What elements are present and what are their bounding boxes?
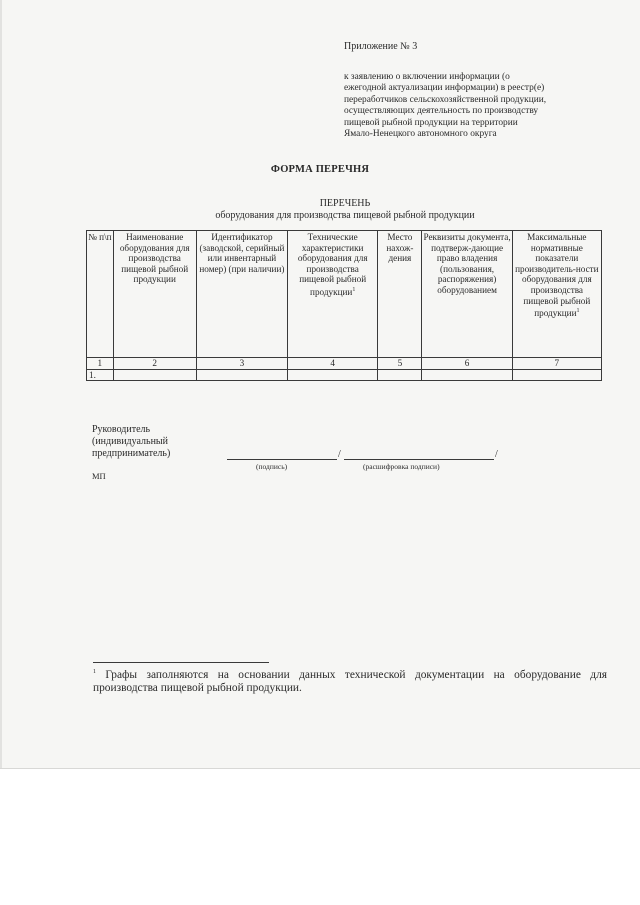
- footnote-mark: 1: [93, 669, 96, 675]
- column-number: 2: [113, 358, 196, 370]
- signatory-label-line: Руководитель: [92, 424, 151, 435]
- footnote: [93, 666, 607, 696]
- table-row: [87, 369, 602, 381]
- recipient-line: ежегодной актуализации информации) в реестр(е): [344, 83, 545, 94]
- signature-decode-field-line: [344, 459, 494, 460]
- column-number: 7: [512, 358, 601, 370]
- column-number: 3: [196, 358, 287, 370]
- table-cell: [196, 369, 287, 381]
- recipient-line: пищевой рыбной продукции на территории: [344, 117, 518, 128]
- column-header: [512, 231, 601, 358]
- column-header: Идентификатор (заводской, серийный или инвентарный номер) (при наличии): [196, 231, 287, 358]
- table-header-row: [87, 231, 602, 358]
- column-header: № п\п: [87, 231, 114, 358]
- footnote-ref: 1: [576, 308, 580, 315]
- signature-decode-caption: (расшифровка подписи): [363, 462, 440, 471]
- table-cell: [113, 369, 196, 381]
- footnote-ref: 1: [352, 286, 356, 293]
- table-cell-number: 1.: [87, 369, 114, 381]
- recipient-line: осуществляющих деятельность по производству: [344, 106, 539, 117]
- footnote-divider: [93, 662, 269, 663]
- appendix-label: Приложение № 3: [344, 41, 418, 52]
- recipient-line: Ямало-Ненецкого автономного округа: [344, 129, 497, 140]
- signature-field-line: [227, 459, 337, 460]
- signatory-label-line: (индивидуальный: [92, 436, 169, 447]
- column-number: 5: [378, 358, 422, 370]
- column-number: 6: [422, 358, 512, 370]
- column-header-text: Технические характеристики оборудования для производства пищевой рыбной продукции: [297, 232, 368, 298]
- list-title: [0, 198, 640, 222]
- appendix-recipient: [344, 72, 604, 140]
- signature-separator: /: [495, 449, 498, 460]
- list-title-heading: ПЕРЕЧЕНЬ: [319, 198, 371, 209]
- column-number: 4: [288, 358, 378, 370]
- signatory-label-line: предприниматель): [92, 448, 171, 459]
- form-title: ФОРМА ПЕРЕЧНЯ: [270, 164, 370, 175]
- column-header: Реквизиты документа, подтверж-дающие право владения (пользования, распоряжения) оборудованием: [422, 231, 512, 358]
- equipment-table: [86, 230, 602, 381]
- stamp-place-label: МП: [92, 471, 106, 481]
- page-edge: [0, 0, 2, 768]
- recipient-line: к заявлению о включении информации (о: [344, 72, 510, 82]
- table-cell: [512, 369, 601, 381]
- recipient-line: переработчиков сельскохозяйственной продукции,: [344, 94, 547, 105]
- signature-caption: (подпись): [256, 462, 288, 471]
- column-header: Наименование оборудования для производства пищевой рыбной продукции: [113, 231, 196, 358]
- column-header: [288, 231, 378, 358]
- table-cell: [422, 369, 512, 381]
- column-header: Место нахож-дения: [378, 231, 422, 358]
- list-title-subheading: оборудования для производства пищевой рыбной продукции: [215, 210, 475, 221]
- column-number-row: [87, 358, 602, 370]
- table-cell: [378, 369, 422, 381]
- signatory-label: [92, 424, 170, 460]
- signature-separator: /: [338, 449, 341, 460]
- column-number: 1: [87, 358, 114, 370]
- footnote-text: Графы заполняются на основании данных технической документации на оборудование для производства пищевой рыбной продукции.: [93, 668, 607, 695]
- table-cell: [288, 369, 378, 381]
- column-header-text: Максимальные нормативные показатели производитель-ности оборудования для производства пищевой рыбной продукции: [515, 232, 599, 319]
